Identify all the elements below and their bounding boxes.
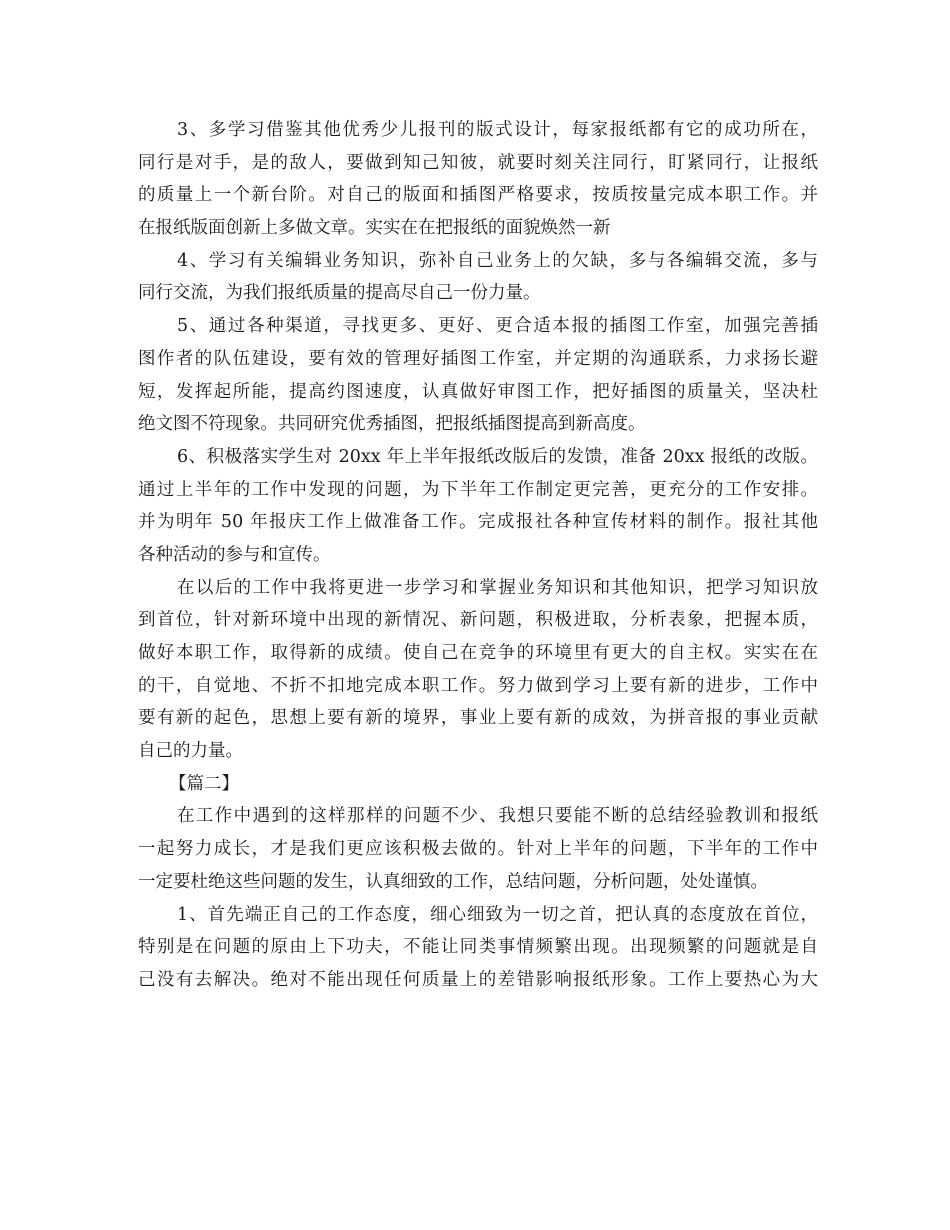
text-line: 做好本职工作，取得新的成绩。使自己在竞争的环境里有更大的自主权。实实在在 xyxy=(138,643,818,663)
text-line: 绝文图不符现象。共同研究优秀插图，把报纸插图提高到新高度。 xyxy=(138,414,646,435)
text-line: 特别是在问题的原由上下功夫，不能让同类事情频繁出现。出现频繁的问题就是自 xyxy=(138,937,818,958)
text-line: 在以后的工作中我将更进一步学习和掌握业务知识和其他知识，把学习知识放 xyxy=(177,577,818,598)
text-line: 一起努力成长，才是我们更应该积极去做的。针对上半年的问题，下半年的工作中 xyxy=(138,839,818,860)
text-line: 并为明年 50 年报庆工作上做准备工作。完成报社各种宣传材料的制作。报社其他 xyxy=(138,512,818,533)
text-line: 一定要杜绝这些问题的发生，认真细致的工作，总结问题，分析问题，处处谨慎。 xyxy=(138,871,768,892)
text-line: 同行交流，为我们报纸质量的提高尽自己一份力量。 xyxy=(138,283,541,304)
paragraph-item-5 xyxy=(138,310,818,441)
text-line: 6、积极落实学生对 20xx 年上半年报纸改版后的发馈，准备 20xx 报纸的改版。 xyxy=(177,446,818,467)
text-line: 的质量上一个新台阶。对自己的版面和插图严格要求，按质按量完成本职工作。并 xyxy=(138,185,818,206)
text-line: 同行是对手，是的敌人，要做到知己知彼，就要时刻关注同行，盯紧同行，让报纸 xyxy=(138,152,818,173)
text-line: 要有新的起色，思想上要有新的境界，事业上要有新的成效，为拼音报的事业贡献 xyxy=(138,708,818,729)
text-line: 短，发挥起所能，提高约图速度，认真做好审图工作，把好插图的质量关，坚决杜 xyxy=(138,381,818,402)
document-body xyxy=(138,114,818,997)
paragraph-item-4 xyxy=(138,245,818,310)
text-line: 5、通过各种渠道，寻找更多、更好、更合适本报的插图工作室，加强完善插 xyxy=(177,316,818,337)
text-line: 己没有去解决。绝对不能出现任何质量上的差错影响报纸形象。工作上要热心为大 xyxy=(138,969,818,990)
text-line: 4、学习有关编辑业务知识，弥补自己业务上的欠缺，多与各编辑交流，多与 xyxy=(177,250,818,271)
text-line: 通过上半年的工作中发现的问题，为下半年工作制定更完善，更充分的工作安排。 xyxy=(138,479,818,500)
paragraph-intro-part-two xyxy=(138,800,818,898)
paragraph-item-6 xyxy=(138,441,818,572)
text-line: 3、多学习借鉴其他优秀少儿报刊的版式设计，每家报纸都有它的成功所在， xyxy=(177,120,818,140)
text-line: 到首位，针对新环境中出现的新情况、新问题，积极进取，分析表象，把握本质， xyxy=(138,610,818,631)
paragraph-item-1 xyxy=(138,899,818,997)
paragraph-future-work xyxy=(138,572,818,768)
text-line: 图作者的队伍建设，要有效的管理好插图工作室，并定期的沟通联系，力求扬长避 xyxy=(138,348,818,369)
text-line: 各种活动的参与和宣传。 xyxy=(138,544,331,565)
text-line: 自己的力量。 xyxy=(138,741,243,762)
text-line: 在报纸版面创新上多做文章。实实在在把报纸的面貌焕然一新 xyxy=(138,218,611,239)
text-line: 的干，自觉地、不折不扣地完成本职工作。努力做到学习上要有新的进步，工作中 xyxy=(138,675,818,696)
text-line: 在工作中遇到的这样那样的问题不少、我想只要能不断的总结经验教训和报纸 xyxy=(177,806,818,827)
section-heading: 【篇二】 xyxy=(169,773,239,794)
text-line: 1、首先端正自己的工作态度，细心细致为一切之首，把认真的态度放在首位， xyxy=(177,904,818,925)
paragraph-item-3 xyxy=(138,114,818,245)
